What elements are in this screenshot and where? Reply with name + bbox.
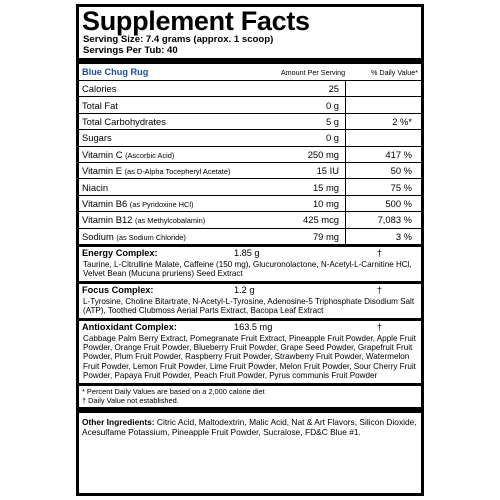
nutrient-row — [79, 96, 421, 112]
blend-ingredients: Cabbage Palm Berry Extract, Pomegranate Fruit Extract, Pineapple Fruit Powder, Apple Fruit Powder, Orange Fruit Powder, Blueberry Fruit Powder, Grape Seed Powder, Grapefruit Fruit Powder, Plum Fruit Powder, Raspberry Fruit Powder, Strawberry Fruit Powder, Watermelon Fruit Powder, Lemon Fruit Powder, Lime Fruit Powder, Melon Fruit Powder, Sour Cherry Fruit Powder, Papaya Fruit Powder, Peach Fruit Powder, Pyrus communis Fruit Powder — [83, 333, 416, 381]
panel-title: Supplement Facts — [82, 6, 310, 36]
nutrient-dv: 50 % — [390, 165, 412, 177]
blend-amount: 163.5 mg — [234, 321, 273, 332]
blend-dv: † — [376, 247, 382, 258]
blend-amount: 1.85 g — [234, 247, 260, 258]
nutrient-name: Total Carbohydrates — [82, 115, 166, 127]
amount-header: Amount Per Serving — [280, 67, 346, 77]
nutrient-name: Vitamin E — [82, 165, 125, 177]
nutrient-amount: 10 mg — [278, 196, 346, 211]
nutrient-dv: 2 %* — [392, 115, 412, 127]
nutrient-amount: 0 g — [278, 130, 346, 145]
other-ingredients-text: Citric Acid, Maltodextrin, Malic Acid, Nat & Art Flavors, Silicon Dioxide, Acesulfame Potassium, Pineapple Fruit Powder, Sucralose, FD&C Blue #1. — [82, 416, 417, 437]
nutrient-detail: (as Methylcobalamin) — [134, 216, 206, 226]
nutrient-dv: 7,083 % — [377, 214, 412, 226]
daily-value-header: % Daily Value* — [370, 67, 418, 77]
nutrient-row — [79, 178, 421, 194]
blend-ingredients: Taurine, L-Citrulline Malate, Caffeine (150 mg), Glucuronolactone, N-Acetyl-L-Carnitine HCl, Velvet Bean (Mucuna pruriens) Seed Extract — [83, 259, 412, 279]
nutrient-amount: 425 mcg — [278, 212, 346, 227]
nutrient-row — [79, 211, 421, 227]
nutrient-row — [79, 80, 421, 96]
blend-name: Focus Complex: — [82, 284, 154, 295]
nutrient-amount: 0 g — [278, 97, 346, 112]
nutrient-dv: 75 % — [390, 181, 412, 193]
supplement-facts-panel — [76, 4, 424, 496]
nutrient-name: Total Fat — [82, 99, 118, 111]
nutrient-row — [79, 129, 421, 145]
nutrient-detail: (as Sodium Chloride) — [116, 232, 186, 242]
blend-name: Energy Complex: — [82, 247, 158, 258]
footnote-dagger: † Daily Value not established. — [82, 395, 179, 405]
nutrient-amount: 25 — [278, 81, 346, 96]
nutrient-row — [79, 195, 421, 211]
nutrient-name: Vitamin B12 — [82, 214, 135, 226]
nutrient-detail: (Ascorbic Acid) — [125, 150, 175, 160]
blend-antioxidant — [79, 318, 421, 383]
nutrient-amount: 5 g — [278, 114, 346, 129]
nutrient-dv: 500 % — [385, 197, 412, 209]
blend-energy — [79, 244, 421, 281]
column-header — [79, 64, 421, 80]
nutrient-name: Sugars — [82, 132, 112, 144]
nutrient-detail: (as D-Alpha Tocepheryl Acetate) — [124, 167, 231, 177]
nutrient-amount: 15 mg — [278, 179, 346, 194]
other-ingredients-label: Other Ingredients: — [82, 416, 155, 427]
serving-size: Serving Size: 7.4 grams (approx. 1 scoop) — [83, 34, 274, 45]
nutrient-amount: 250 mg — [278, 147, 346, 162]
blend-dv: † — [376, 284, 382, 295]
servings-per-container: Servings Per Tub: 40 — [83, 44, 178, 56]
blend-focus — [79, 281, 421, 318]
nutrient-rows — [79, 80, 421, 244]
nutrient-name: Sodium — [82, 230, 117, 242]
nutrient-amount: 79 mg — [278, 229, 346, 244]
nutrient-row — [79, 113, 421, 129]
nutrient-name: Niacin — [82, 181, 109, 193]
nutrient-row — [79, 228, 421, 244]
nutrient-row — [79, 162, 421, 178]
footnotes — [79, 383, 421, 407]
footnote-dv: * Percent Daily Values are based on a 2,000 calorie diet — [82, 386, 265, 396]
blend-dv: † — [376, 321, 382, 332]
nutrient-amount: 15 IU — [278, 163, 346, 178]
other-ingredients — [79, 407, 421, 441]
flavor-name: Blue Chug Rug — [82, 67, 149, 77]
blend-amount: 1.2 g — [234, 284, 255, 295]
blend-name: Antioxidant Complex: — [82, 321, 177, 332]
nutrient-name: Vitamin C — [82, 148, 126, 160]
nutrient-name: Vitamin B6 — [82, 197, 130, 209]
nutrient-row — [79, 146, 421, 162]
nutrient-dv: 417 % — [385, 148, 412, 160]
nutrient-name: Calories — [82, 83, 117, 95]
nutrient-detail: (as Pyridoxine HCl) — [129, 199, 194, 209]
nutrient-dv: 3 % — [395, 230, 412, 242]
blend-ingredients: L-Tyrosine, Choline Bitartrate, N-Acetyl-L-Tyrosine, Adenosine-5 Triphosphate Disodium Salt (ATP), Toothed Clubmoss Aerial Parts Extract, Bacopa Leaf Extract — [83, 296, 415, 316]
